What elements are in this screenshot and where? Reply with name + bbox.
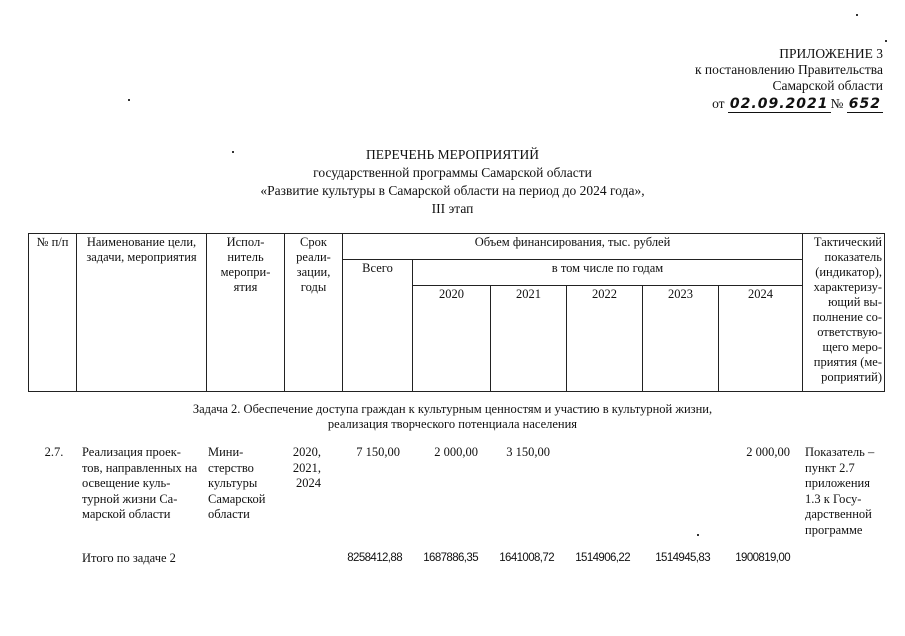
summary-2020: 1687886,35 — [423, 552, 478, 564]
appendix-heading: ПРИЛОЖЕНИЕ 3 — [779, 46, 883, 61]
task-line-1: Задача 2. Обеспечение доступа граждан к культурным ценностям и участию в культурной жизни, — [192, 402, 713, 416]
header-name: Наименование цели, задачи, мероприятия — [77, 234, 207, 392]
row-name: Реализация проек-тов, направленных на освещение куль-турной жизни Са-марской области — [82, 445, 198, 521]
header-total: Всего — [343, 260, 413, 392]
summary-total: 8258412,88 — [347, 552, 402, 564]
header-year-2024: 2024 — [719, 286, 803, 392]
header-year-2021: 2021 — [491, 286, 567, 392]
title-line-1: ПЕРЕЧЕНЬ МЕРОПРИЯТИЙ — [365, 147, 540, 162]
row-indicator: Показатель – пункт 2.7 приложения 1.3 к Госу-дарственной программе — [805, 445, 875, 537]
date-prefix: от — [712, 96, 725, 111]
summary-label: Итого по задаче 2 — [82, 551, 176, 565]
scan-speck — [697, 534, 699, 536]
header-executor: Испол-нитель меропри-ятия — [207, 234, 285, 392]
header-table — [28, 233, 885, 392]
row-2020: 2 000,00 — [434, 445, 478, 459]
header-indicator: Тактический показатель (индикатор), характеризу-ющий вы-полнение со-ответствую-щего меро-приятия (ме-роприятий) — [803, 234, 885, 392]
row-2024: 2 000,00 — [746, 445, 790, 459]
scan-speck — [885, 40, 887, 42]
header-by-years: в том числе по годам — [413, 260, 803, 286]
summary-2023: 1514945,83 — [655, 552, 710, 564]
row-total: 7 150,00 — [356, 445, 400, 459]
summary-2021: 1641008,72 — [499, 552, 554, 564]
header-year-2023: 2023 — [643, 286, 719, 392]
header-year-2022: 2022 — [567, 286, 643, 392]
scan-speck — [856, 14, 858, 16]
document-title — [0, 146, 905, 218]
task-line-2: реализация творческого потенциала населения — [327, 417, 578, 431]
header-year-2020: 2020 — [413, 286, 491, 392]
appendix-resolution: к постановлению Правительства — [694, 62, 883, 77]
number-prefix: № — [830, 96, 844, 111]
summary-2024: 1900819,00 — [735, 552, 790, 564]
header-funding: Объем финансирования, тыс. рублей — [343, 234, 803, 260]
title-line-4: III этап — [431, 201, 474, 216]
row-executor: Мини-стерство культуры Самарской области — [208, 445, 266, 521]
row-term: 2020, 2021, 2024 — [292, 445, 321, 490]
task-heading — [0, 402, 905, 432]
scan-speck — [232, 151, 234, 153]
row-num: 2.7. — [44, 445, 64, 459]
title-line-2: государственной программы Самарской области — [313, 165, 592, 180]
row-2021: 3 150,00 — [506, 445, 550, 459]
appendix-date-line — [643, 96, 883, 112]
handwritten-number: 652 — [848, 96, 881, 112]
title-line-3: «Развитие культуры в Самарской области на период до 2024 года», — [260, 183, 645, 198]
scan-speck — [128, 99, 130, 101]
header-num: № п/п — [29, 234, 77, 392]
summary-2022: 1514906,22 — [575, 552, 630, 564]
handwritten-date: 02.09.2021 — [729, 96, 829, 112]
appendix-block — [643, 46, 883, 112]
header-term: Срок реали-зации, годы — [285, 234, 343, 392]
appendix-region: Самарской области — [772, 78, 883, 93]
